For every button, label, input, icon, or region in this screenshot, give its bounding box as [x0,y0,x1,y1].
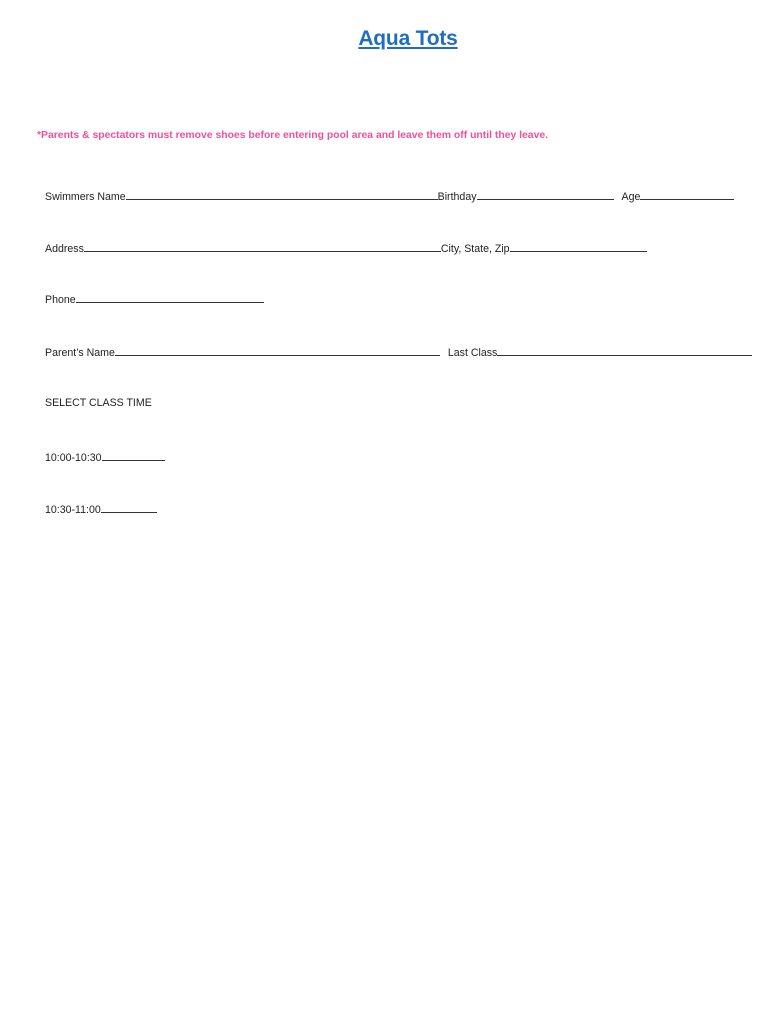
shoe-notice: *Parents & spectators must remove shoes before entering pool area and leave them off until they leave. [37,130,549,141]
city-state-zip-blank[interactable] [510,241,647,252]
row-address [45,241,647,255]
class-time-option [45,450,165,464]
age-label: Age [621,191,641,203]
class-time-option [45,502,157,516]
row-phone [45,292,264,306]
phone-blank[interactable] [76,292,264,303]
row-parent-info [45,345,752,359]
birthday-label: Birthday [437,191,477,203]
swimmers-name-label: Swimmers Name [45,191,126,203]
class-time-checkbox-blank[interactable] [102,450,165,461]
swimmers-name-blank[interactable] [126,189,438,200]
address-label: Address [45,243,84,255]
class-time-checkbox-blank[interactable] [101,502,157,513]
age-blank[interactable] [640,189,734,200]
address-blank[interactable] [84,241,441,252]
phone-label: Phone [45,294,76,306]
last-class-label: Last Class [447,347,498,359]
last-class-blank[interactable] [497,345,752,356]
class-time-label: 10:30-11:00 [45,504,101,516]
form-title: Aqua Tots [358,27,458,50]
select-class-time-heading: SELECT CLASS TIME [45,397,152,409]
city-state-zip-label: City, State, Zip [440,243,510,255]
class-time-label: 10:00-10:30 [45,452,102,464]
parents-name-blank[interactable] [115,345,440,356]
birthday-blank[interactable] [477,189,614,200]
row-swimmer-info [45,189,734,203]
parents-name-label: Parent’s Name [45,347,115,359]
